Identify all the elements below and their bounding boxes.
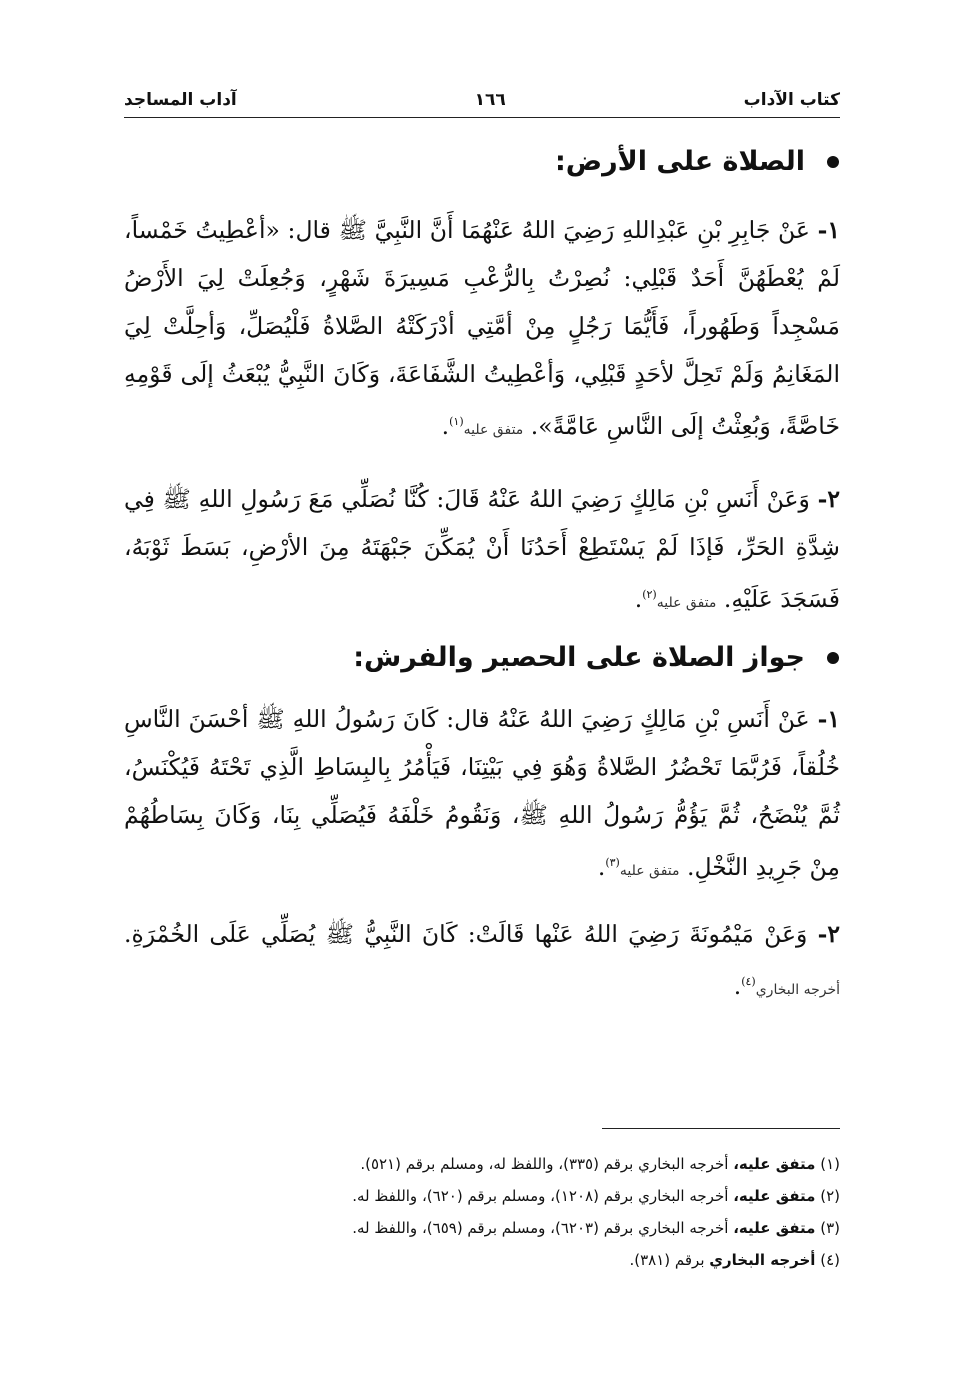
hadith-number: ٢- [817,920,840,948]
footnote [140,1180,840,1212]
section-heading-text: جواز الصلاة على الحصير والفرش: [353,642,805,673]
footnote-number: (١) [820,1155,840,1173]
header-divider [124,117,840,118]
footnote-marker: (٤) [741,975,756,988]
footnote-number: (٤) [820,1251,840,1269]
hadith-text: وَعَنْ أَنَسِ بْنِ مَالِكٍ رَضِيَ اللهُ عَنْهُ قَالَ: كُنَّا نُصَلِّي مَعَ رَسُولِ اللهِ ﷺ فِي شِدَّةِ الحَرِّ، فَإذَا لَمْ يَسْتَطِعْ أَحَدُنَا أَنْ يُمَكِّنَ جَبْهَتَهُ مِنَ الأرْضِ، بَسَطَ ثَوْبَهُ، فَسَجَدَ عَلَيْهِ. [124,485,840,613]
footnote [140,1244,840,1276]
footnote [140,1212,840,1244]
footnote-number: (٣) [820,1219,840,1237]
footnote-bold: أخرجه البخاري [709,1251,816,1269]
hadith-end: . [597,852,606,881]
footnote-bold: متفق عليه، [733,1219,816,1237]
section-heading [353,642,839,673]
bullet-icon [827,156,839,168]
hadith-reference: متفق عليه [656,594,717,611]
footnote-bold: متفق عليه، [733,1155,816,1173]
page-number: ١٦٦ [474,90,506,110]
hadith-end: . [634,584,643,613]
footnote-marker: (٢) [642,588,657,601]
footnote-marker: (٣) [605,856,620,869]
hadith-text: عَنْ أَنَسِ بْنِ مَالِكٍ رَضِيَ اللهُ عَنْهُ قال: كَانَ رَسُولُ اللهِ ﷺ أحْسَنَ النَّاسِ خُلُقاً، فَرُبَّمَا تَحْضُرُ الصَّلاةُ وَهُوَ فِي بَيْتِنَا، فَيَأْمُرُ بِالبِسَاطِ الَّذِي تَحْتَهُ فَيُكْنَسُ، ثُمَّ يُنْضَحُ، ثُمَّ يَؤُمُّ رَسُولُ اللهِ ﷺ، وَنَقُومُ خَلْفَهُ فَيُصَلِّي بِنَا، وَكَانَ بِسَاطُهُمْ مِنْ جَرِيدِ النَّخْلِ. [124,705,840,881]
hadith-entry [124,695,840,895]
footnotes [140,1148,840,1276]
bullet-icon [827,652,839,664]
footnote-bold: متفق عليه، [733,1187,816,1205]
section-heading [555,146,839,177]
hadith-number: ١- [817,216,840,244]
footnote-text: أخرجه البخاري برقم (١٢٠٨)، ومسلم برقم (٦٢٠)، واللفظ له. [352,1187,729,1205]
running-header [124,86,840,114]
hadith-entry [124,910,840,1014]
hadith-text: عَنْ جَابِرِ بْنِ عَبْدِاللهِ رَضِيَ اللهُ عَنْهُمَا أَنَّ النَّبِيَّ ﷺ قال: «أعْطِيتُ خَمْساً، لَمْ يُعْطَهُنَّ أَحَدٌ قَبْلِي: نُصِرْتُ بِالرُّعْبِ مَسِيرَةَ شَهْرٍ، وَجُعِلَتْ لِيَ الأَرْضُ مَسْجِداً وَطَهُوراً، فَأَيُّمَا رَجُلٍ مِنْ أمَّتِي أدْرَكَتْهُ الصَّلاةُ فَلْيُصَلِّ، وَأحِلَّتْ لِيَ المَغَانِمُ وَلَمْ تَحِلَّ لأحَدٍ قَبْلِي، وَأعْطِيتُ الشَّفَاعَةَ، وَكَانَ النَّبِيُّ يُبْعَثُ إلَى قَوْمِهِ خَاصَّةً، وَبُعِثْتُ إلَى النَّاسِ عَامَّةً». [124,216,840,440]
footnote-divider [602,1128,840,1129]
footnote [140,1148,840,1180]
hadith-entry [124,206,840,454]
hadith-reference: أخرجه البخاري [755,981,840,998]
footnote-text: برقم (٣٨١). [629,1251,705,1269]
hadith-number: ١- [817,705,840,733]
footnote-text: أخرجه البخاري برقم (٦٢٠٣)، ومسلم برقم (٦٥٩)، واللفظ له. [352,1219,729,1237]
footnote-number: (٢) [820,1187,840,1205]
hadith-reference: متفق عليه [463,421,524,438]
footnote-marker: (١) [449,415,464,428]
hadith-text: وَعَنْ مَيْمُونَةَ رَضِيَ اللهُ عَنْها قَالَتْ: كَانَ النَّبِيُّ ﷺ يُصَلِّي عَلَى الخُمْرَةِ. [124,920,808,948]
hadith-number: ٢- [817,485,840,513]
hadith-end: . [733,971,742,1000]
hadith-end: . [441,411,450,440]
hadith-reference: متفق عليه [619,862,680,879]
chapter-title: كتاب الآداب [743,90,840,110]
section-heading-text: الصلاة على الأرض: [554,146,805,177]
footnote-text: أخرجه البخاري برقم (٣٣٥)، واللفظ له، ومسلم برقم (٥٢١). [360,1155,729,1173]
hadith-entry [124,475,840,627]
section-title: آداب المساجد [124,90,237,110]
